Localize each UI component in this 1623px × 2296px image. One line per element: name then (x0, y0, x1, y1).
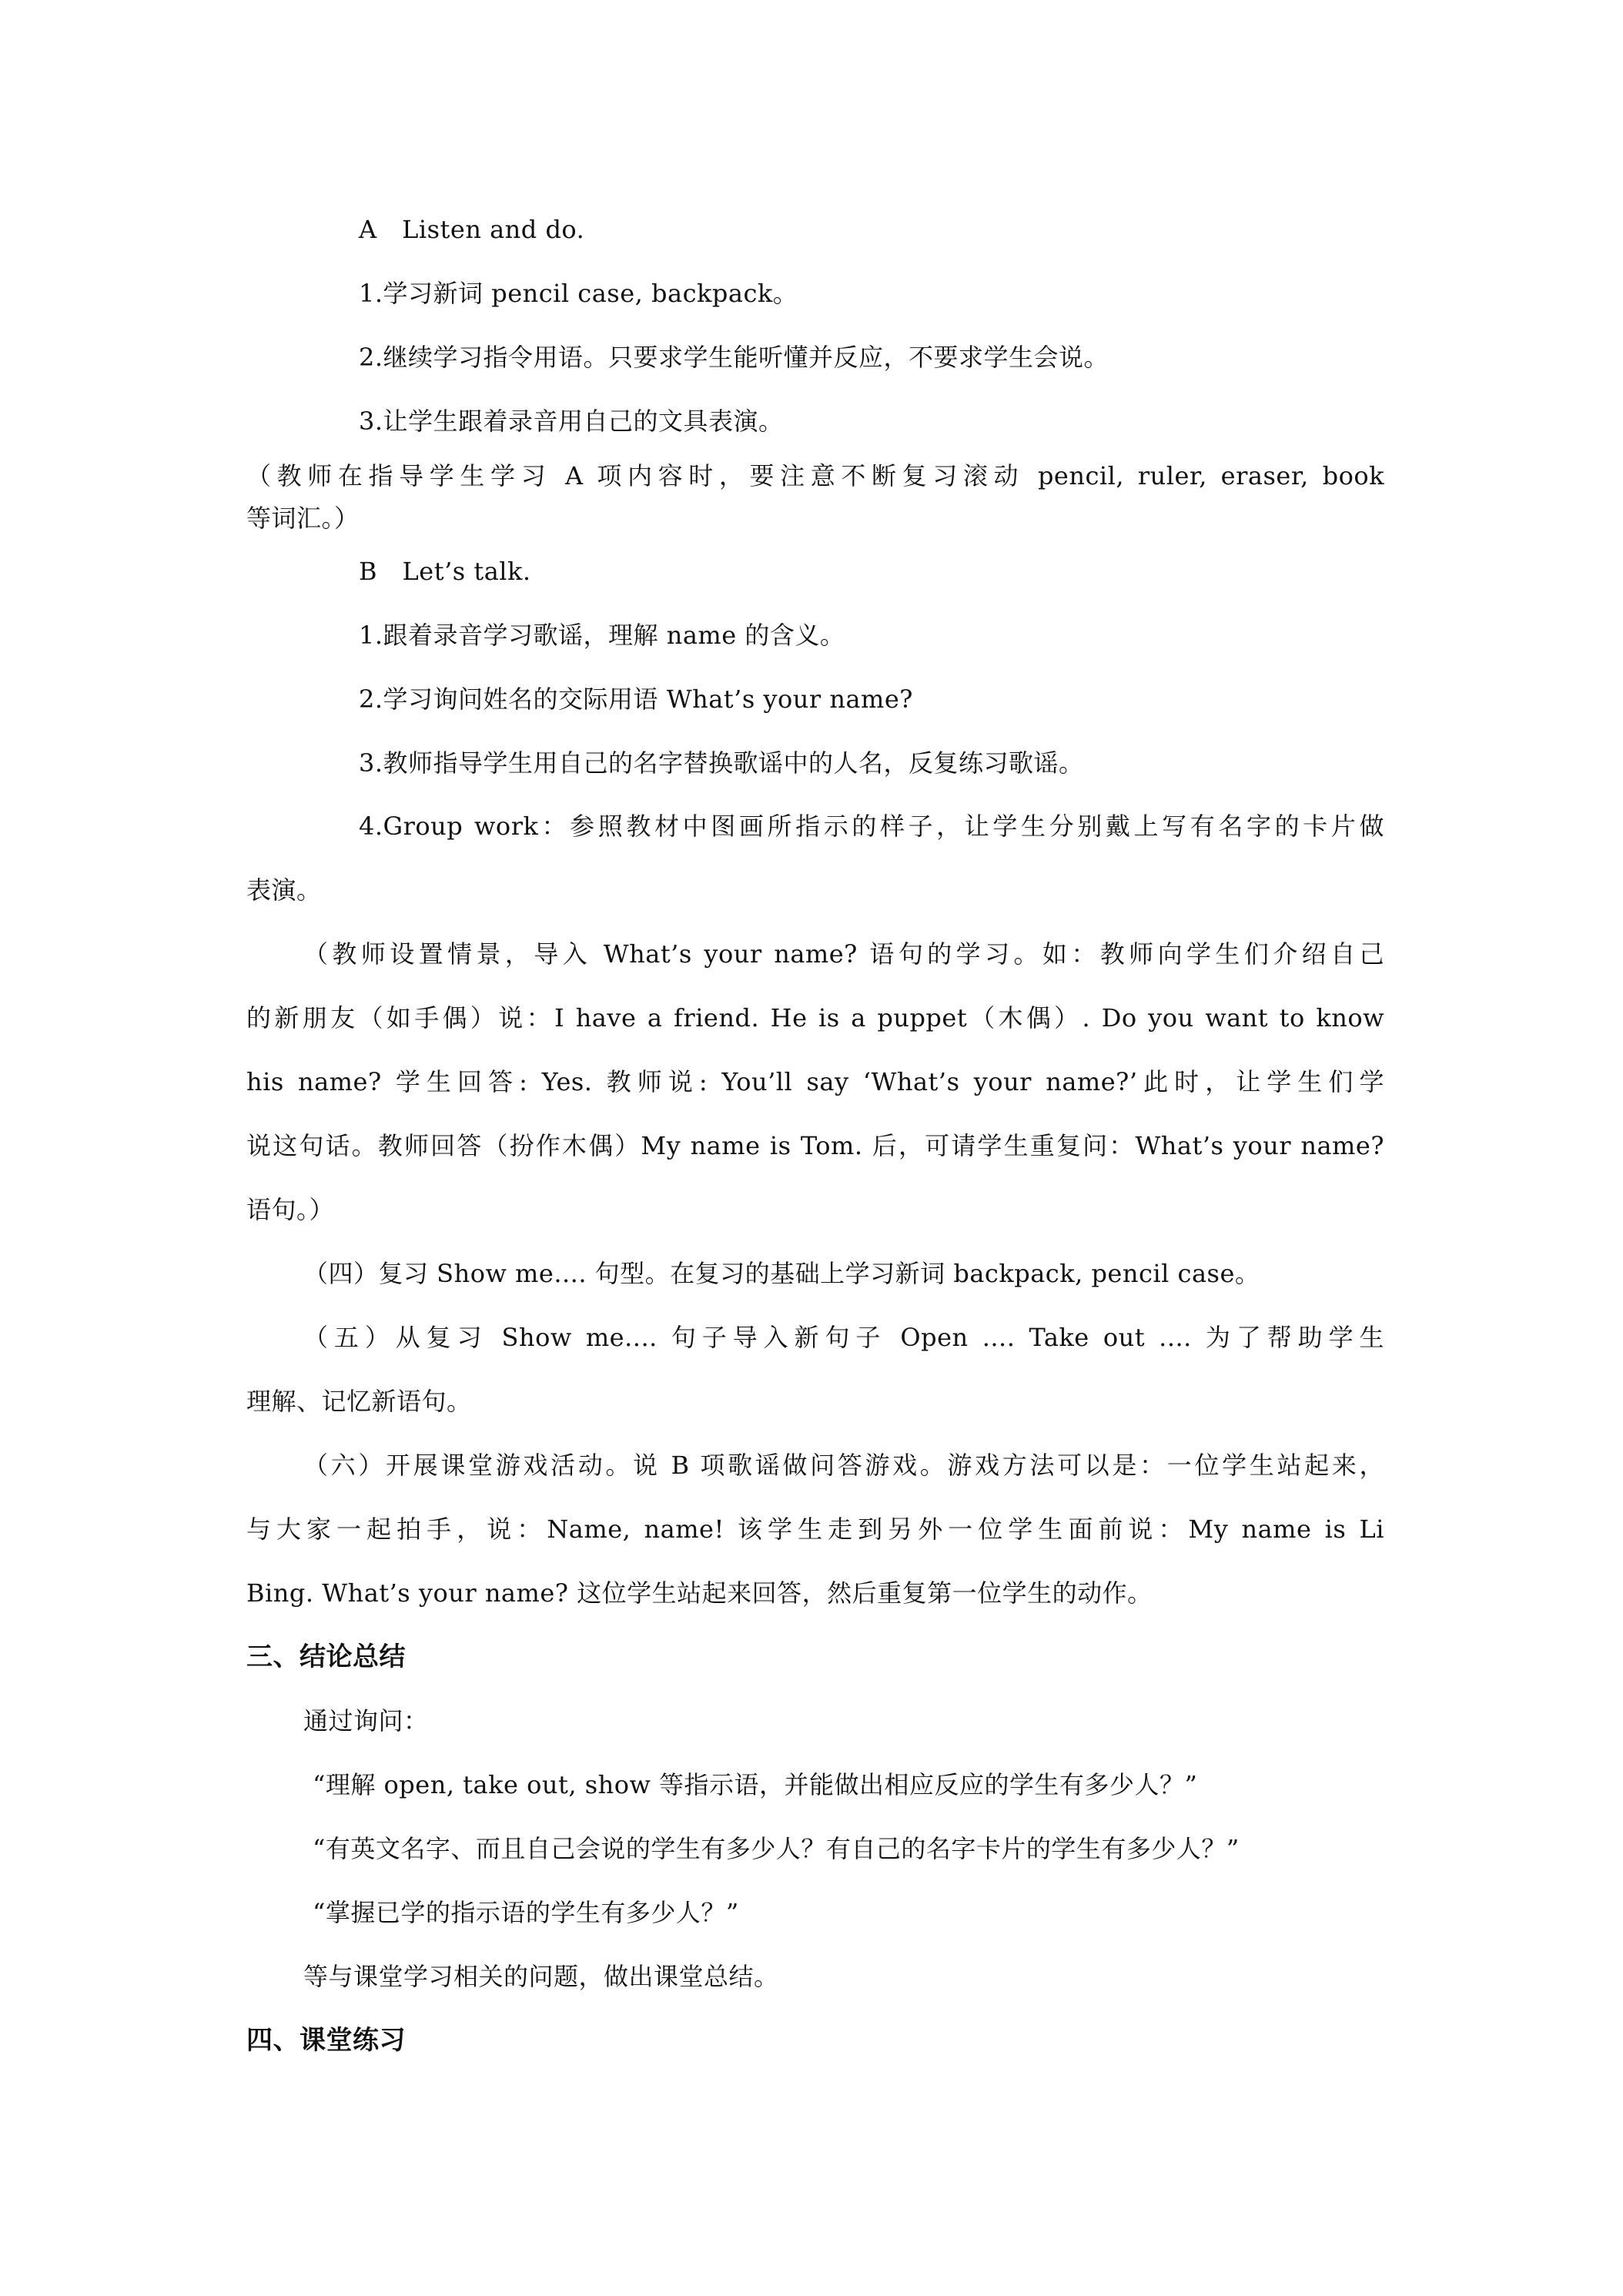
section-b-note-line-2: 的新朋友（如手偶）说：I have a friend. He is a puppet（木偶）. Do you want to know (246, 1003, 1384, 1033)
section-b-title: B Let’s talk. (359, 557, 531, 586)
step-6-line-3: Bing. What’s your name? 这位学生站起来回答，然后重复第一位学生的动作。 (246, 1578, 1153, 1608)
section-a-item-1: 1.学习新词 pencil case, backpack。 (359, 279, 798, 308)
heading-practice: 四、课堂练习 (246, 2025, 406, 2056)
summary-closing: 等与课堂学习相关的问题，做出课堂总结。 (303, 1962, 779, 1991)
section-b-item-3: 3.教师指导学生用自己的名字替换歌谣中的人名，反复练习歌谣。 (359, 748, 1084, 778)
step-4: （四）复习 Show me.... 句型。在复习的基础上学习新词 backpack, pencil case。 (303, 1259, 1260, 1288)
section-a-title: A Listen and do. (359, 215, 585, 244)
heading-conclusion: 三、结论总结 (246, 1642, 406, 1672)
step-6-line-2: 与大家一起拍手，说：Name, name! 该学生走到另外一位学生面前说：My name is Li (246, 1514, 1384, 1544)
summary-question-3: “掌握已学的指示语的学生有多少人？” (313, 1898, 739, 1927)
step-5-line-1: （五）从复习 Show me.... 句子导入新句子 Open .... Take out .... 为了帮助学生 (303, 1323, 1384, 1352)
summary-question-2: “有英文名字、而且自己会说的学生有多少人？有自己的名字卡片的学生有多少人？” (313, 1834, 1240, 1863)
section-b-item-4-line-2: 表演。 (246, 875, 322, 905)
section-b-item-4-line-1: 4.Group work：参照教材中图画所指示的样子，让学生分别戴上写有名字的卡片做 (359, 812, 1384, 841)
section-b-item-2: 2.学习询问姓名的交际用语 What’s your name? (359, 684, 913, 714)
summary-intro: 通过询问： (303, 1706, 429, 1735)
section-b-item-1: 1.跟着录音学习歌谣，理解 name 的含义。 (359, 621, 845, 650)
section-b-note-line-3: his name? 学生回答: Yes. 教师说: You’ll say ‘What’s your name?’此时，让学生们学 (246, 1067, 1384, 1096)
summary-question-1: “理解 open, take out, show 等指示语，并能做出相应反应的学生有多少人？” (313, 1770, 1198, 1799)
section-b-note-line-4: 说这句话。教师回答（扮作木偶）My name is Tom. 后，可请学生重复问：What’s your name? (246, 1131, 1384, 1160)
section-a-item-3: 3.让学生跟着录音用自己的文具表演。 (359, 407, 784, 436)
section-b-note-line-1: （教师设置情景，导入 What’s your name? 语句的学习。如：教师向学生们介绍自己 (303, 939, 1384, 969)
section-a-note-line-2: 等词汇。） (246, 504, 360, 533)
section-a-item-2: 2.继续学习指令用语。只要求学生能听懂并反应，不要求学生会说。 (359, 343, 1109, 372)
section-a-note-line-1: （教师在指导学生学习 A 项内容时，要注意不断复习滚动 pencil, ruler, eraser, book (246, 461, 1384, 490)
step-5-line-2: 理解、记忆新语句。 (246, 1387, 472, 1416)
section-b-note-line-5: 语句。） (246, 1195, 335, 1224)
step-6-line-1: （六）开展课堂游戏活动。说 B 项歌谣做问答游戏。游戏方法可以是：一位学生站起来， (303, 1451, 1384, 1480)
